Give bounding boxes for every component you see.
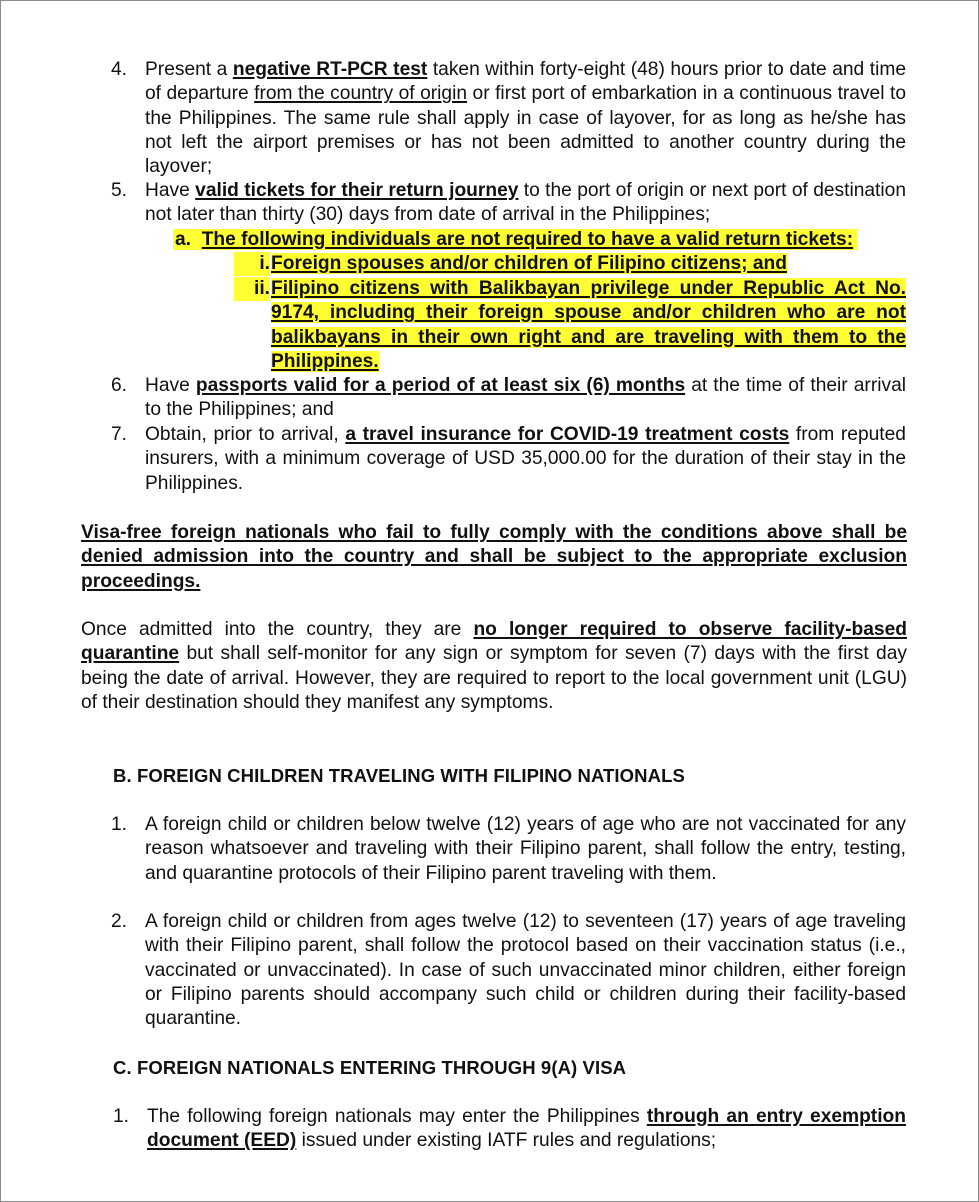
text-run: or first port of embarkation in a continuous travel to the Philippines. The same rule shall apply in case of layover, for as long as he/she has not left the airport premises or has not been admitted to another country during the layover; <box>145 83 906 178</box>
text-run: Obtain, prior to arrival, <box>145 424 346 445</box>
text-run: Have <box>145 375 196 396</box>
text-run: issued under existing IATF rules and regulations; <box>296 1130 717 1152</box>
list-number: 5. <box>111 180 128 201</box>
text-run: but shall self-monitor for any sign or symptom for seven (7) days with the first day being the date of arrival. However, they are required to report to the local government unit (LGU) of their destination should they manifest any symptoms. <box>81 643 907 713</box>
emphasis-text: a travel insurance for COVID-19 treatment costs <box>345 424 790 445</box>
text-run: at the time of their arrival to the Philippines; and <box>145 375 906 421</box>
text-run: taken within forty-eight (48) hours prior to date and time of departure <box>145 59 906 105</box>
list-number: 1. <box>111 814 128 835</box>
section-b-item-2 <box>111 910 906 1031</box>
list-number: 4. <box>111 59 128 80</box>
sub-item-i <box>234 252 906 276</box>
list-item-text: A foreign child or children from ages twelve (12) to seventeen (17) years of age traveling with their Filipino parent, shall follow the protocol based on their vaccination status (i.e., vaccinated or unvaccinated). In case of such unvaccinated minor children, either foreign or Filipino parents should accompany such child or children during their facility-based quarantine. <box>145 911 906 1030</box>
text-run: from reputed insurers, with a minimum coverage of USD 35,000.00 for the duration of their stay in the Philippines. <box>145 424 906 494</box>
text-run: Present a <box>145 59 233 80</box>
emphasis-text: negative RT-PCR test <box>232 59 428 80</box>
sub-item-ii <box>234 277 906 374</box>
quarantine-paragraph <box>81 618 907 715</box>
emphasis-text: through an entry exemption document (EED) <box>147 1106 906 1152</box>
emphasis-text: valid tickets for their return journey <box>195 180 519 201</box>
emphasis-text: no longer required to observe facility-based quarantine <box>81 619 907 665</box>
list-item-text <box>145 179 906 228</box>
text-run: Once admitted into the country, they are <box>81 619 474 640</box>
list-item-text <box>145 58 906 179</box>
list-number: 7. <box>111 424 128 445</box>
text-run: Have <box>145 180 196 201</box>
list-number: 6. <box>111 375 128 396</box>
list-item-text <box>145 374 906 423</box>
list-item-5 <box>111 179 906 228</box>
sub-item-a <box>173 228 913 252</box>
highlighted-text: Filipino citizens with Balikbayan privilege under Republic Act No. 9174, including their foreign spouse and/or children who are not balikbayans in their own right and are traveling with them to the Philippines. <box>271 278 906 372</box>
list-item-text: A foreign child or children below twelve (12) years of age who are not vaccinated for any reason whatsoever and traveling with their Filipino parent, shall follow the entry, testing, and quarantine protocols of their Filipino parent traveling with them. <box>145 814 906 884</box>
list-item-6 <box>111 374 906 423</box>
list-item-7 <box>111 423 906 496</box>
sub-text-wrap <box>271 277 906 374</box>
sub-text-wrap <box>271 252 906 276</box>
section-c-heading: C. FOREIGN NATIONALS ENTERING THROUGH 9(A) VISA <box>113 1057 627 1078</box>
sub-marker: ii. <box>234 277 270 301</box>
list-item-text <box>145 423 906 496</box>
section-b-item-1 <box>111 813 906 886</box>
underlined-text: from the country of origin <box>254 83 468 105</box>
list-number: 2. <box>111 911 128 932</box>
highlighted-text: Foreign spouses and/or children of Filipino citizens; and <box>271 253 787 274</box>
warning-paragraph <box>81 521 907 594</box>
text-run: The following foreign nationals may enter the Philippines <box>147 1106 647 1127</box>
highlighted-text <box>173 229 857 250</box>
warning-text: Visa-free foreign nationals who fail to fully comply with the conditions above shall be denied admission into the country and shall be subject to the appropriate exclusion proceedings. <box>81 522 907 592</box>
section-c-item-1 <box>113 1105 906 1154</box>
sub-text: The following individuals are not required to have a valid return tickets: <box>201 229 854 250</box>
list-number: 1. <box>113 1106 130 1127</box>
emphasis-text: passports valid for a period of at least six (6) months <box>195 375 686 396</box>
sub-marker: a. <box>175 229 192 250</box>
text-run: to the port of origin or next port of destination not later than thirty (30) days from date of arrival in the Philippines; <box>145 180 906 226</box>
sub-marker: i. <box>234 252 270 276</box>
section-b-heading: B. FOREIGN CHILDREN TRAVELING WITH FILIPINO NATIONALS <box>113 765 685 786</box>
list-item-4 <box>111 58 906 179</box>
list-item-text <box>147 1105 906 1154</box>
